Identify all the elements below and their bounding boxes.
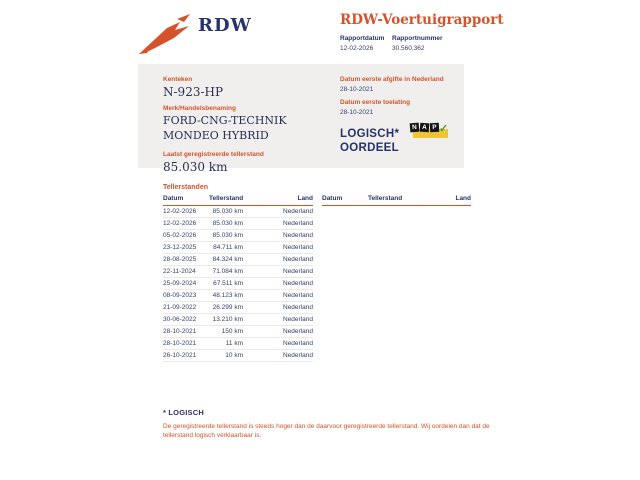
table-cell: 11 km bbox=[225, 340, 243, 348]
nap-letter-n: N bbox=[410, 123, 420, 133]
table-cell: Nederland bbox=[283, 220, 313, 228]
table-cell: 85.030 km bbox=[212, 232, 243, 240]
col-header-tellerstand: Tellerstand bbox=[368, 195, 403, 202]
meter-readings-tables bbox=[163, 195, 471, 362]
rdw-logo-icon bbox=[137, 11, 193, 57]
page-title: RDW-Voertuigrapport bbox=[340, 12, 504, 28]
table-row bbox=[163, 266, 313, 278]
report-number bbox=[392, 35, 443, 52]
table-cell: 28-08-2025 bbox=[163, 256, 197, 264]
table-cell: 12-02-2026 bbox=[163, 220, 197, 228]
col-header-land: Land bbox=[455, 195, 471, 202]
report-number-value: 30.560.362 bbox=[392, 45, 425, 52]
table-cell: 26-10-2021 bbox=[163, 352, 197, 359]
table-cell: 71.084 km bbox=[212, 268, 243, 276]
nap-checkmark-icon: ✓ bbox=[439, 123, 449, 135]
vehicle-card-left bbox=[163, 76, 287, 174]
toelating-label: Datum eerste toelating bbox=[340, 99, 411, 106]
oordeel-line2: OORDEEL bbox=[340, 142, 399, 154]
table-cell: Nederland bbox=[283, 328, 313, 336]
table-header bbox=[322, 195, 471, 206]
table-row bbox=[163, 302, 313, 314]
table-row bbox=[163, 242, 313, 254]
col-header-land: Land bbox=[297, 195, 313, 202]
table-row bbox=[163, 278, 313, 290]
table-cell: 30-06-2022 bbox=[163, 316, 197, 324]
table-cell: Nederland bbox=[283, 280, 313, 288]
table-cell: Nederland bbox=[283, 292, 313, 300]
laatste-tellerstand-label: Laatst geregistreerde tellerstand bbox=[163, 151, 264, 158]
report-date-value: 12-02-2026 bbox=[340, 45, 374, 52]
table-cell: 85.030 km bbox=[212, 208, 243, 216]
kenteken-label: Kenteken bbox=[163, 76, 193, 83]
vehicle-summary-card bbox=[138, 64, 464, 174]
table-cell: 67.511 km bbox=[213, 280, 243, 288]
merk-line1: FORD-CNG-TECHNIK bbox=[163, 114, 287, 127]
table-cell: Nederland bbox=[283, 268, 313, 276]
col-header-datum: Datum bbox=[322, 195, 343, 202]
table-cell: Nederland bbox=[283, 340, 313, 348]
vehicle-card-right bbox=[340, 76, 460, 155]
table-cell: 150 km bbox=[221, 328, 243, 336]
report-date-label: Rapportdatum bbox=[340, 35, 385, 42]
table-row bbox=[163, 230, 313, 242]
table-cell: 48.123 km bbox=[212, 292, 243, 300]
table-row bbox=[163, 314, 313, 326]
report-date bbox=[340, 35, 385, 52]
table-cell: Nederland bbox=[283, 304, 313, 312]
table-cell: 84.324 km bbox=[212, 256, 243, 264]
nap-letter-p: P bbox=[430, 123, 439, 132]
table-row bbox=[163, 350, 313, 362]
kenteken-value: N-923-HP bbox=[163, 85, 224, 99]
table-cell: 22-11-2024 bbox=[163, 268, 196, 276]
table-header bbox=[163, 195, 313, 206]
table-cell: Nederland bbox=[283, 232, 313, 240]
table-row bbox=[163, 338, 313, 350]
table-cell: 25-09-2024 bbox=[163, 280, 197, 288]
footnote-title: * LOGISCH bbox=[163, 408, 204, 417]
toelating-value: 28-10-2021 bbox=[340, 109, 374, 116]
table-cell: 21-09-2022 bbox=[163, 304, 197, 312]
footnote-text: De geregistreerde tellerstand is steeds hoger dan de daarvoor geregistreerde tellerstand. Wij oordelen dan dat de tellerstand logisch verklaarbaar is. bbox=[163, 423, 490, 439]
table-row bbox=[163, 326, 313, 338]
merk-line2: MONDEO HYBRID bbox=[163, 129, 269, 142]
tellerstanden-heading: Tellerstanden bbox=[163, 184, 208, 191]
table-cell: 08-09-2023 bbox=[163, 292, 197, 300]
nap-logo-icon bbox=[410, 122, 450, 140]
laatste-tellerstand-value: 85.030 km bbox=[163, 160, 228, 174]
table-cell: Nederland bbox=[283, 352, 313, 359]
table-row bbox=[163, 254, 313, 266]
table-cell: 28-10-2021 bbox=[163, 340, 197, 348]
col-header-tellerstand: Tellerstand bbox=[209, 195, 244, 202]
afgifte-label: Datum eerste afgifte in Nederland bbox=[340, 76, 444, 83]
meter-readings-table-right bbox=[322, 195, 471, 362]
col-header-datum: Datum bbox=[163, 195, 184, 202]
table-cell: Nederland bbox=[283, 256, 313, 264]
rdw-logo-text: RDW bbox=[198, 15, 252, 36]
nap-letter-a: A bbox=[420, 123, 430, 133]
table-cell: Nederland bbox=[283, 316, 313, 324]
table-row bbox=[163, 290, 313, 302]
table-cell: Nederland bbox=[283, 244, 313, 252]
report-meta bbox=[340, 35, 443, 52]
afgifte-value: 28-10-2021 bbox=[340, 86, 374, 93]
report-number-label: Rapportnummer bbox=[392, 35, 443, 42]
table-row bbox=[163, 206, 313, 218]
table-cell: 10 km bbox=[225, 352, 243, 359]
footnote bbox=[163, 408, 495, 440]
table-cell: 28-10-2021 bbox=[163, 328, 197, 336]
table-cell: 12-02-2026 bbox=[163, 208, 197, 216]
table-cell: 13.210 km bbox=[212, 316, 243, 324]
meter-readings-body bbox=[163, 206, 313, 362]
merk-label: Merk/Handelsbenaming bbox=[163, 105, 236, 112]
table-cell: Nederland bbox=[283, 208, 313, 216]
table-cell: 26.299 km bbox=[212, 304, 243, 312]
table-cell: 84.711 km bbox=[213, 244, 243, 252]
table-cell: 85.030 km bbox=[212, 220, 243, 228]
oordeel-line1: LOGISCH* bbox=[340, 128, 400, 140]
table-cell: 23-12-2025 bbox=[163, 244, 197, 252]
table-row bbox=[163, 218, 313, 230]
meter-readings-table-left bbox=[163, 195, 313, 362]
table-cell: 05-02-2026 bbox=[163, 232, 197, 240]
